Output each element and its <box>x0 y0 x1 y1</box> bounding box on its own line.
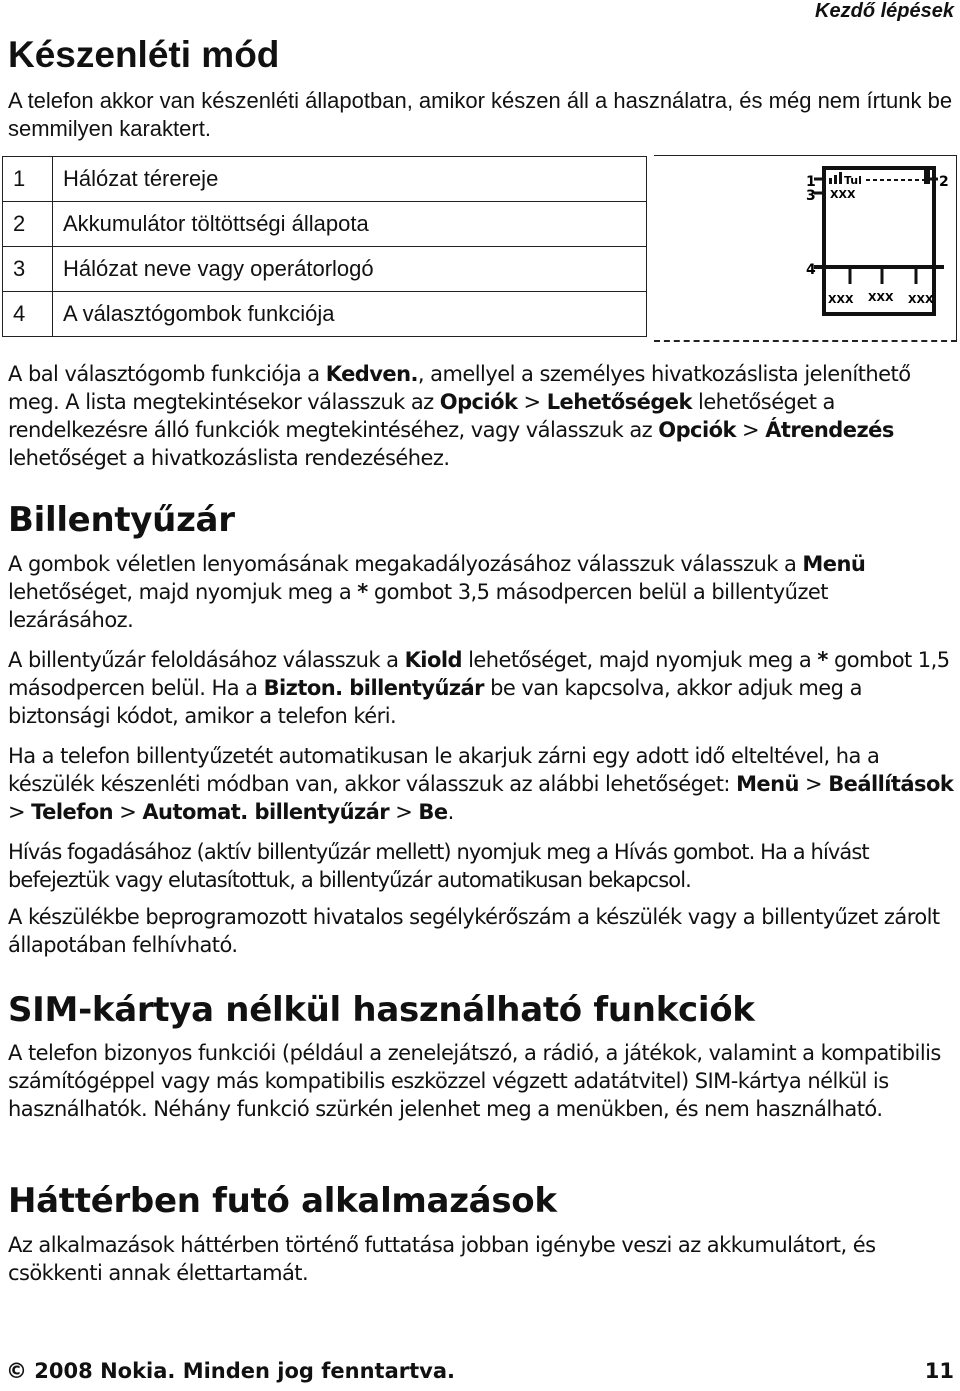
softkey-middle: XXX <box>868 291 894 304</box>
callout-3: 3 <box>806 188 816 204</box>
standby-intro: A telefon akkor van készenléti állapotban, amikor készen áll a használatra, és még nem írtunk be semmilyen karaktert. <box>8 88 953 141</box>
keylock-paragraph-5: A készülékbe beprogramozott hivatalos segélykérőszám a készülék vagy a billentyűzet zárolt állapotában felhívható. <box>8 905 940 957</box>
standby-items-table <box>2 156 647 337</box>
table-row <box>3 157 647 202</box>
table-row <box>3 247 647 292</box>
nosim-paragraph: A telefon bizonyos funkciói (például a zenelejátszó, a rádió, a játékok, valamint a kompatibilis számítógéppel vagy más kompatibilis eszközzel végzett adatátvitel) SIM-kártya nélkül is használhatók. Néhány funkció szürkén jelenhet meg a menükben, és nem használható. <box>8 1041 941 1121</box>
item-number: 2 <box>3 202 53 247</box>
softkey-right: XXX <box>908 293 934 306</box>
standby-paragraph: A bal választógomb funkciója a Kedven., amellyel a személyes hivatkozáslista jeleníthető meg. A lista megtekintésekor válasszuk az Opciók > Lehetőségek lehetőséget a rendelkezésre álló funkciók megtekintéséhez, vagy válasszuk az Opciók > Átrendezés lehetőséget a hivatkozáslista rendezéséhez. <box>8 362 911 470</box>
item-number: 1 <box>3 157 53 202</box>
item-label: Akkumulátor töltöttségi állapota <box>53 202 647 247</box>
page-number: 11 <box>924 1359 954 1383</box>
standby-heading: Készenléti mód <box>8 34 280 75</box>
item-number: 3 <box>3 247 53 292</box>
diagram-operator-text: XXX <box>830 188 856 201</box>
item-label: A választógombok funkciója <box>53 292 647 337</box>
keylock-paragraph-1: A gombok véletlen lenyomásának megakadályozásához válasszuk válasszuk a Menü lehetőséget, majd nyomjuk meg a * gombot 3,5 másodpercen belül a billentyűzet lezárásához. <box>8 552 866 632</box>
section-header: Kezdő lépések <box>815 0 954 22</box>
item-label: Hálózat térereje <box>53 157 647 202</box>
copyright-footer: © 2008 Nokia. Minden jog fenntartva. <box>6 1359 455 1383</box>
background-paragraph: Az alkalmazások háttérben történő futtatása jobban igénybe veszi az akkumulátort, és csökkenti annak élettartamát. <box>8 1233 876 1285</box>
callout-4: 4 <box>806 262 816 278</box>
diagram-row-text: Tul <box>844 174 862 187</box>
keylock-paragraph-3: Ha a telefon billentyűzetét automatikusan le akarjuk zárni egy adott idő elteltével, ha a készülék készenléti módban van, akkor válasszuk az alábbi lehetőséget: Menü > Beállítások > Telefon > Automat. billentyűzár > Be. <box>8 744 954 824</box>
callout-1: 1 <box>806 174 816 190</box>
softkey-left: XXX <box>828 293 854 306</box>
item-number: 4 <box>3 292 53 337</box>
background-heading: Háttérben futó alkalmazások <box>8 1181 557 1221</box>
keylock-paragraph-4: Hívás fogadásához (aktív billentyűzár mellett) nyomjuk meg a Hívás gombot. Ha a hívást befejeztük vagy elutasítottuk, a billentyűzár automatikusan bekapcsol. <box>8 840 869 892</box>
nosim-heading: SIM-kártya nélkül használható funkciók <box>8 990 755 1030</box>
keylock-paragraph-2: A billentyűzár feloldásához válasszuk a Kiold lehetőséget, majd nyomjuk meg a * gombot 1,5 másodpercen belül. Ha a Bizton. billentyűzár be van kapcsolva, akkor adjuk meg a biztonsági kódot, amikor a telefon kéri. <box>8 648 950 728</box>
callout-2: 2 <box>939 174 949 190</box>
keylock-heading: Billentyűzár <box>8 500 235 540</box>
phone-screen-illustration <box>654 156 956 340</box>
table-row <box>3 202 647 247</box>
standby-diagram <box>654 155 957 342</box>
item-label: Hálózat neve vagy operátorlogó <box>53 247 647 292</box>
table-row <box>3 292 647 337</box>
